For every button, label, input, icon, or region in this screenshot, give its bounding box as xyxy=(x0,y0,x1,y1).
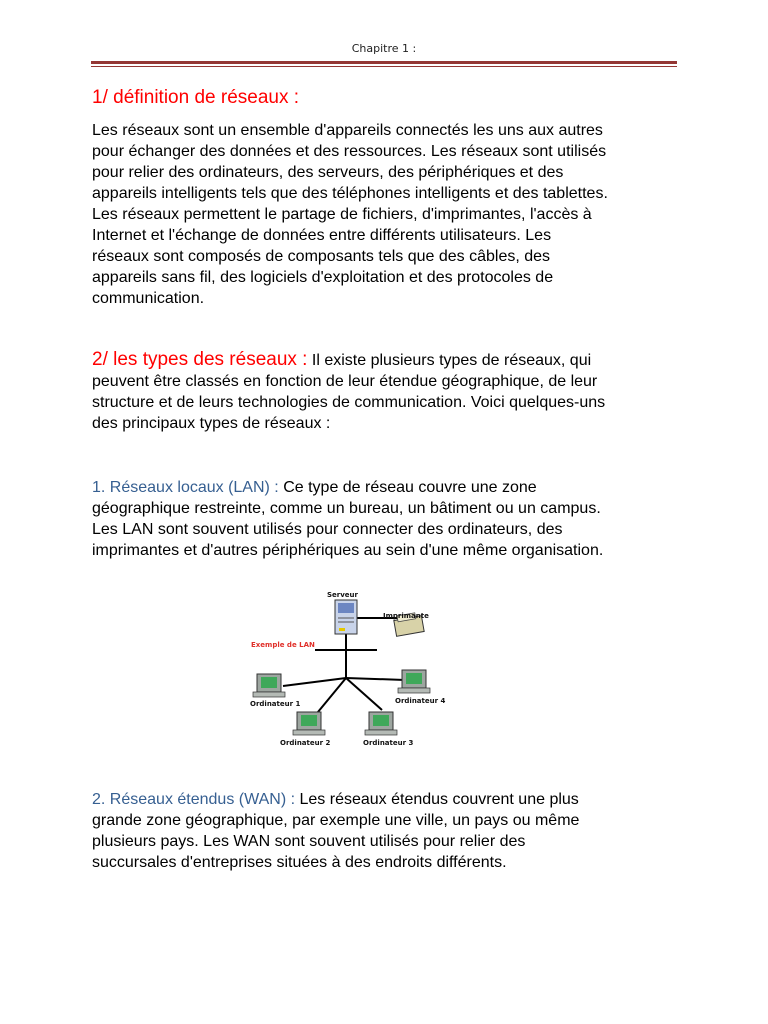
computer-2-label: Ordinateur 2 xyxy=(280,739,331,747)
wan-line: grande zone géographique, par exemple une ville, un pays ou même xyxy=(92,812,580,829)
lan-section xyxy=(92,477,682,561)
computer-1-label: Ordinateur 1 xyxy=(250,700,301,708)
section-1-line: pour relier des ordinateurs, des serveurs, des périphériques et des xyxy=(92,164,564,181)
section-1-line: Internet et l'échange de données entre différents utilisateurs. Les xyxy=(92,227,552,244)
lan-line: géographique restreinte, comme un bureau, un bâtiment ou un campus. xyxy=(92,500,601,517)
section-1-line: communication. xyxy=(92,290,205,307)
server-label: Serveur xyxy=(327,591,358,599)
computer-2-icon xyxy=(293,712,325,735)
lan-line: imprimantes et d'autres périphériques au sein d'une même organisation. xyxy=(92,542,604,559)
section-1-body xyxy=(92,120,682,309)
header-rule-thin xyxy=(91,66,677,67)
section-1-line: pour échanger des données et des ressources. Les réseaux sont utilisés xyxy=(92,143,607,160)
section-2-first-line xyxy=(92,349,682,371)
wan-first-line xyxy=(92,789,682,810)
section-1-line: Les réseaux sont un ensemble d'appareils connectés les uns aux autres xyxy=(92,122,603,139)
computer-3-label: Ordinateur 3 xyxy=(363,739,414,747)
lan-diagram xyxy=(245,588,465,756)
diagram-caption: Exemple de LAN xyxy=(251,641,315,649)
wan-intro: Les réseaux étendus couvrent une plus xyxy=(295,791,579,808)
lan-line: Les LAN sont souvent utilisés pour connecter des ordinateurs, des xyxy=(92,521,563,538)
pc3-cable xyxy=(346,678,382,710)
wan-label: 2. Réseaux étendus (WAN) : xyxy=(92,791,296,808)
computer-3-icon xyxy=(365,712,397,735)
server-icon xyxy=(335,600,357,634)
lan-diagram-drawing xyxy=(245,588,465,756)
section-1-line: Les réseaux permettent le partage de fichiers, d'imprimantes, l'accès à xyxy=(92,206,592,223)
section-2-intro: Il existe plusieurs types de réseaux, qui xyxy=(307,352,592,369)
pc4-cable xyxy=(346,678,405,680)
wan-line: plusieurs pays. Les WAN sont souvent utilisés pour relier des xyxy=(92,833,526,850)
section-1-line: appareils sans fil, des logiciels d'exploitation et des protocoles de xyxy=(92,269,554,286)
section-2-line: des principaux types de réseaux : xyxy=(92,415,331,432)
page-header-title: Chapitre 1 : xyxy=(351,42,417,55)
section-1-line: réseaux sont composés de composants tels que des câbles, des xyxy=(92,248,551,265)
section-2 xyxy=(92,349,682,434)
lan-first-line xyxy=(92,477,682,498)
section-2-line: structure et de leurs technologies de communication. Voici quelques-uns xyxy=(92,394,606,411)
section-1 xyxy=(92,87,682,108)
pc1-cable xyxy=(283,678,346,686)
header-rule-thick xyxy=(91,61,677,64)
computer-4-label: Ordinateur 4 xyxy=(395,697,446,705)
lan-intro: Ce type de réseau couvre une zone xyxy=(278,479,537,496)
wan-section xyxy=(92,789,682,873)
computer-1-icon xyxy=(253,674,285,697)
wan-line: succursales d'entreprises situées à des endroits différents. xyxy=(92,854,507,871)
printer-label: Imprimante xyxy=(383,612,429,620)
section-2-heading: 2/ les types des réseaux : xyxy=(92,349,308,370)
section-1-heading: 1/ définition de réseaux : xyxy=(92,87,300,108)
lan-label: 1. Réseaux locaux (LAN) : xyxy=(92,479,279,496)
section-2-line: peuvent être classés en fonction de leur étendue géographique, de leur xyxy=(92,373,598,390)
computer-4-icon xyxy=(398,670,430,693)
section-1-line: appareils intelligents tels que des téléphones intelligents et des tablettes. xyxy=(92,185,608,202)
